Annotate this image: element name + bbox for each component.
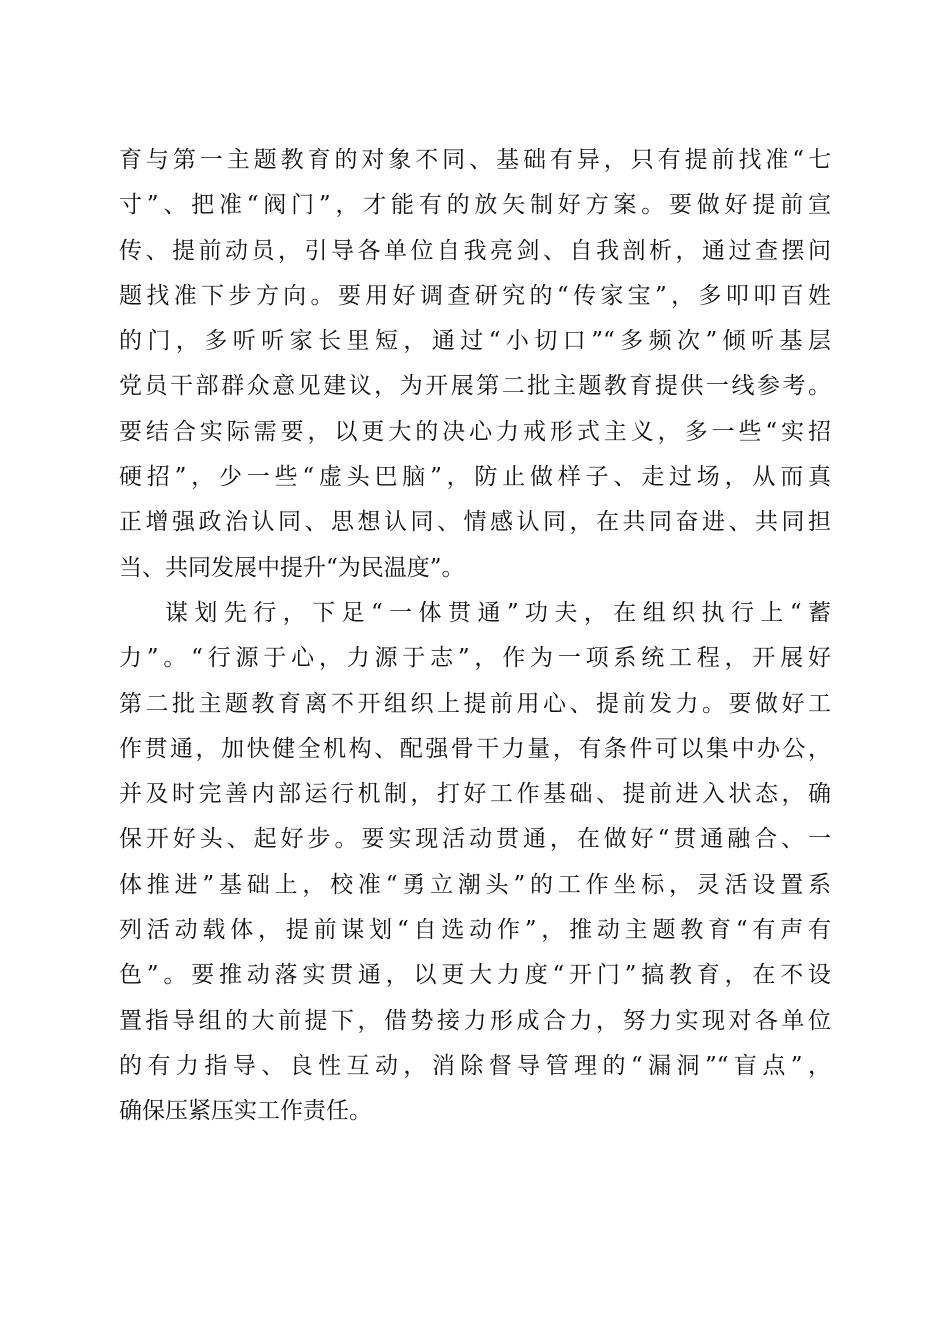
text-line: 并及时完善内部运行机制，打好工作基础、提前进入状态，确 [119, 781, 831, 808]
text-line: 题找准下步方向。要用好调查研究的“传家宝”，多叩叩百姓 [119, 282, 831, 309]
document-body [119, 138, 831, 1135]
text-line: 保开好头、起好步。要实现活动贯通，在做好“贯通融合、一 [119, 826, 831, 853]
paragraph-1 [119, 138, 831, 591]
text-line: 硬招”，少一些“虚头巴脑”，防止做样子、走过场，从而真 [119, 464, 831, 491]
text-line: 育与第一主题教育的对象不同、基础有异，只有提前找准“七 [119, 147, 831, 173]
text-line: 作贯通，加快健全机构、配强骨干力量，有条件可以集中办公， [119, 735, 831, 762]
text-line: 第二批主题教育离不开组织上提前用心、提前发力。要做好工 [119, 690, 831, 717]
text-line: 当、共同发展中提升“为民温度”。 [119, 554, 465, 581]
text-line: 要结合实际需要，以更大的决心力戒形式主义，多一些“实招 [119, 418, 831, 445]
text-line: 力”。“行源于心，力源于志”，作为一项系统工程，开展好 [119, 645, 831, 672]
text-line: 党员干部群众意见建议，为开展第二批主题教育提供一线参考。 [119, 373, 831, 400]
text-line: 体推进”基础上，校准“勇立潮头”的工作坐标，灵活设置系 [119, 871, 831, 898]
paragraph-2 [119, 591, 831, 1135]
text-line: 正增强政治认同、思想认同、情感认同，在共同奋进、共同担 [119, 509, 831, 536]
text-line: 色”。要推动落实贯通，以更大力度“开门”搞教育，在不设 [119, 962, 831, 989]
text-line: 的门，多听听家长里短，通过“小切口”“多频次”倾听基层 [119, 328, 831, 355]
text-line: 传、提前动员，引导各单位自我亮剑、自我剖析，通过查摆问 [119, 237, 831, 264]
text-line: 寸”、把准“阀门”，才能有的放矢制好方案。要做好提前宣 [119, 192, 831, 219]
text-line: 列活动载体，提前谋划“自选动作”，推动主题教育“有声有 [119, 917, 831, 944]
text-line: 置指导组的大前提下，借势接力形成合力，努力实现对各单位 [119, 1007, 831, 1034]
text-line: 的有力指导、良性互动，消除督导管理的“漏洞”“盲点”， [119, 1052, 831, 1079]
text-line: 确保压紧压实工作责任。 [119, 1098, 372, 1125]
text-line: 谋划先行，下足“一体贯通”功夫，在组织执行上“蓄 [165, 599, 831, 626]
